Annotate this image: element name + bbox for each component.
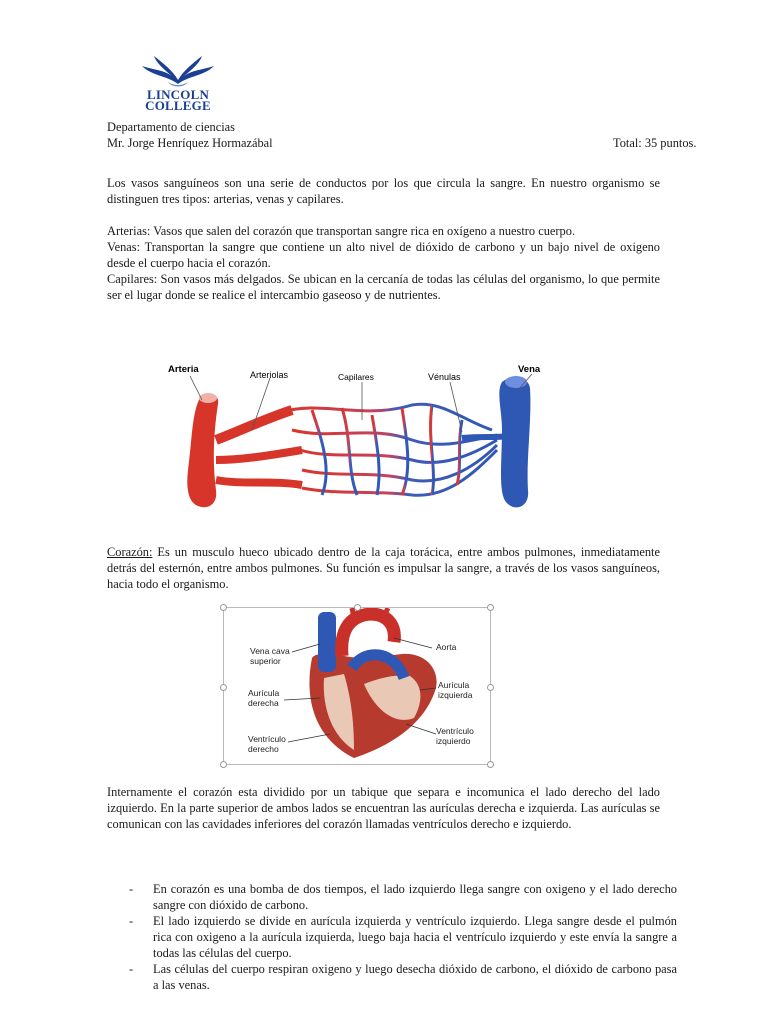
label-ventriculo-izq-1: Ventrículo bbox=[436, 726, 474, 736]
bullet-dash: - bbox=[129, 882, 134, 896]
label-venulas: Vénulas bbox=[428, 372, 461, 382]
frame-handle bbox=[220, 761, 227, 768]
frame-handle bbox=[487, 684, 494, 691]
list-item bbox=[107, 881, 677, 913]
def-capilares: Capilares: Son vasos más delgados. Se ubican en la cercanía de todas las células del organismo, lo que permite ser el lugar donde se realice el intercambio gaseoso y de nutrientes. bbox=[107, 272, 660, 302]
bullet-text: Las células del cuerpo respiran oxigeno y luego desecha dióxido de carbono, el dióxido de carbono pasa a las venas. bbox=[153, 962, 677, 992]
bullet-text: En corazón es una bomba de dos tiempos, el lado izquierdo llega sangre con oxigeno y el lado derecho sangre con dióxido de carbono. bbox=[153, 882, 677, 912]
label-arteriolas: Arteriolas bbox=[250, 370, 289, 380]
bullet-list bbox=[107, 881, 677, 993]
label-auricula-der-1: Aurícula bbox=[248, 688, 280, 698]
logo-line2: COLLEGE bbox=[145, 98, 211, 113]
department-label: Departamento de ciencias bbox=[107, 120, 235, 134]
corazon-paragraph bbox=[107, 544, 660, 592]
eagle-icon bbox=[138, 54, 218, 90]
label-auricula-izq-1: Aurícula bbox=[438, 680, 470, 690]
label-capilares: Capilares bbox=[338, 372, 374, 382]
corazon-title: Corazón: bbox=[107, 545, 153, 559]
frame-handle bbox=[354, 604, 361, 611]
blood-vessels-illustration bbox=[162, 360, 558, 520]
def-arterias: Arterias: Vasos que salen del corazón que transportan sangre rica en oxígeno a nuestro cuerpo. bbox=[107, 224, 576, 238]
internal-paragraph: Internamente el corazón esta dividido por un tabique que separa e incomunica el lado derecho del lado izquierdo. En la parte superior de ambos lados se encuentran las aurículas derecha e izquierda. Las aurículas se comunican con las cavidades inferiores del corazón llamadas ventrículos derecho e izquierdo. bbox=[107, 785, 660, 831]
total-points: Total: 35 puntos. bbox=[613, 136, 697, 150]
label-auricula-izq-2: izquierda bbox=[438, 690, 473, 700]
label-ventriculo-der-2: derecho bbox=[248, 744, 279, 754]
label-vena: Vena bbox=[518, 364, 541, 375]
frame-handle bbox=[220, 684, 227, 691]
bullet-text: El lado izquierdo se divide en aurícula izquierda y ventrículo izquierdo. Llega sangre desde el pulmón rica con oxigeno a la aurícula izquierda, luego baja hacia el ventrículo izquierdo y este envía la sangre a todas las células del cuerpo. bbox=[153, 914, 677, 960]
bullet-dash: - bbox=[129, 962, 134, 976]
frame-handle bbox=[487, 761, 494, 768]
def-venas: Venas: Transportan la sangre que contiene un alto nivel de dióxido de carbono y un bajo nivel de oxigeno desde el cuerpo hacia el corazón. bbox=[107, 240, 660, 270]
teacher-name: Mr. Jorge Henríquez Hormazábal bbox=[107, 136, 273, 150]
label-ventriculo-izq-2: izquierdo bbox=[436, 736, 471, 746]
heart-illustration bbox=[223, 607, 491, 765]
intro-paragraph: Los vasos sanguíneos son una serie de conductos por los que circula la sangre. En nuestro organismo se distinguen tres tipos: arterias, venas y capilares. bbox=[107, 176, 660, 206]
label-auricula-der-2: derecha bbox=[248, 698, 279, 708]
list-item bbox=[107, 961, 677, 993]
bullet-dash: - bbox=[129, 914, 134, 928]
list-item bbox=[107, 913, 677, 961]
label-vena-cava-2: superior bbox=[250, 656, 281, 666]
corazon-text: Es un musculo hueco ubicado dentro de la caja torácica, entre ambos pulmones, inmediatamente detrás del esternón, entre ambos pulmones. Su función es impulsar la sangre, a través de los vasos sanguíneos, hacia todo el organismo. bbox=[107, 545, 660, 591]
label-aorta: Aorta bbox=[436, 642, 457, 652]
frame-handle bbox=[220, 604, 227, 611]
label-vena-cava-1: Vena cava bbox=[250, 646, 290, 656]
label-ventriculo-der-1: Ventrículo bbox=[248, 734, 286, 744]
logo-line1: LINCOLN bbox=[146, 87, 210, 102]
definitions-block bbox=[107, 223, 660, 303]
frame-handle bbox=[487, 604, 494, 611]
school-logo bbox=[138, 54, 218, 112]
label-arteria: Arteria bbox=[168, 364, 199, 375]
